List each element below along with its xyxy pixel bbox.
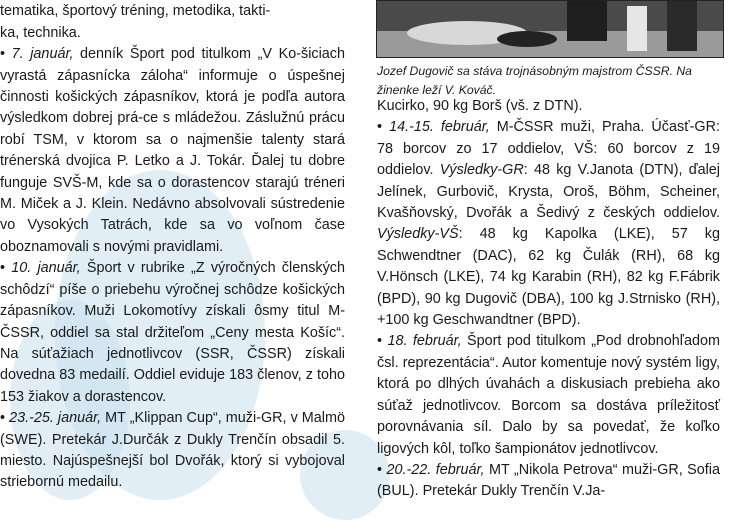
results-gr-text: : 48 kg V.Janota (DTN), ďalej Jelínek, Gurbovič, Krysta, Oroš, Böhm, Scheiner, Kvašňovský, Dvořák a Šedivý z českých oddielov. bbox=[377, 162, 720, 222]
entry-7-january: • 7. január, denník Šport pod titulkom „V Ko-šiciach vyrastá zápasnícka záloha“ informuje o úspešnej činnosti košických zápasníkov, ktorá je podľa autora výsledkom dobrej prá-ce s mládežou. Záslužnú prácu robí TSM, v ktorom sa o najmenšie talenty stará trénerská dvojica P. Letko a J. Tokár. Ďalej tu dobre funguje SVŠ-M, kde sa o dorastencov starajú tréneri M. Miček a J. Klein. Nedávno absolvovali sústredenie vo Vysokých Tatrách, kde sa vo voľnom čase oboznamovali s novými pravidlami. bbox=[0, 46, 345, 255]
entry-date: 18. február, bbox=[387, 333, 462, 350]
intro-line-2: tematika, športový tréning, metodika, takti- bbox=[0, 3, 271, 20]
entry-date: 7. január, bbox=[11, 46, 74, 63]
entry-date: 10. január, bbox=[11, 260, 81, 277]
entry-18-february: • 18. február, Šport pod titulkom „Pod drobnohľadom čsl. reprezentácia“. Autor komentuje nový systém ligy, ktorá po dlhých úvahách a diskusiach prebieha ako súťaž jednotlivcov. Borcom sa dostáva príležitosť porovnávania síl. Dalo by sa povedať, že koľko ligových kôl, toľko šampionátov jednotlivcov. bbox=[377, 333, 720, 457]
entry-20-22-february: • 20.-22. február, MT „Nikola Petrova“ muži-GR, Sofia (BUL). Pretekár Dukly Trenčín V.Ja- bbox=[377, 461, 720, 500]
entry-text: MT „Klippan Cup“, muži-GR, v Malmö (SWE). Pretekár J.Durčák z Dukly Trenčín obsadil 5. miesto. Najúspešnejší bol Dvořák, ktorý si vybojoval striebornú medailu. bbox=[0, 410, 345, 491]
continued-text: Kucirko, 90 kg Borš (vš. z DTN). bbox=[377, 98, 583, 114]
photo-caption: Jozef Dugovič sa stáva trojnásobným majstrom ČSSR. Na žinenke leží V. Kováč. bbox=[377, 64, 692, 97]
entry-text: denník Šport pod titulkom „V Ko-šiciach vyrastá zápasnícka záloha“ informuje o úspešnej činnosti košických zápasníkov, ktorá je podľa autora výsledkom dobrej prá-ce s mládežou. Záslužnú prácu robí TSM, v ktorom sa o najmenšie talenty stará trénerská dvojica P. Letko a J. Tokár. Ďalej tu dobre funguje SVŠ-M, kde sa o dorastencov starajú tréneri M. Miček a J. Klein. Nedávno absolvovali sústredenie vo Vysokých Tatrách, kde sa vo voľnom čase oboznamovali s novými pravidlami. bbox=[0, 46, 345, 255]
entry-10-january: • 10. január, Šport v rubrike „Z výročných členských schôdzí“ píše o priebehu výročnej schôdze košických zápasníkov. Muži Lokomotívy získali ôsmy titul M-ČSSR, oddiel sa stal držiteľom „Ceny mesta Košíc“. Na súťažiach jednotlivcov (SSR, ČSSR) získali dovedna 83 medailí. Oddiel eviduje 183 členov, z toho 153 žiakov a dorastencov. bbox=[0, 260, 345, 405]
entry-14-15-february: • 14.-15. február, M-ČSSR muži, Praha. Účasť-GR: 78 borcov zo 17 oddielov, VŠ: 60 borcov z 19 oddielov. Výsledky-GR: 48 kg V.Janota (DTN), ďalej Jelínek, Gurbovič, Krysta, Oroš, Böhm, Scheiner, Kvašňovský, Dvořák a Šedivý z českých oddielov. Výsledky-VŠ: 48 kg Kapolka (LKE), 57 kg Schwendtner (DAC), 62 kg Čulák (RH), 68 kg V.Hönsch (LKE), 74 kg Karabin (RH), 82 kg F.Fábrik (BPD), 90 kg Dugovič (DBA), 100 kg J.Strnisko (RH), +100 kg Geschwandtner (BPD). bbox=[377, 119, 720, 329]
entry-date: 23.-25. január, bbox=[9, 410, 102, 427]
right-column bbox=[377, 96, 720, 503]
results-vs-label: Výsledky-VŠ bbox=[377, 226, 459, 243]
intro-line-3: ka, technika. bbox=[0, 24, 81, 41]
results-vs-text: : 48 kg Kapolka (LKE), 57 kg Schwendtner (DAC), 62 kg Čulák (RH), 68 kg V.Hönsch (LKE), 74 kg Karabin (RH), 82 kg F.Fábrik (BPD), 90 kg Dugovič (DBA), 100 kg J.Strnisko (RH), +100 kg Geschwandtner (BPD). bbox=[377, 226, 720, 329]
results-gr-label: Výsledky-GR bbox=[439, 162, 524, 179]
entry-text: M-ČSSR muži, Praha. Účasť-GR: 78 borcov zo 17 oddielov, VŠ: 60 borcov z 19 oddielov. bbox=[377, 119, 720, 179]
entry-date: 14.-15. február, bbox=[389, 119, 490, 136]
entry-23-25-january: • 23.-25. január, MT „Klippan Cup“, muži-GR, v Malmö (SWE). Pretekár J.Durčák z Dukly Trenčín obsadil 5. miesto. Najúspešnejší bol Dvořák, ktorý si vybojoval striebornú medailu. bbox=[0, 410, 345, 491]
entry-text: Šport v rubrike „Z výročných členských schôdzí“ píše o priebehu výročnej schôdze košických zápasníkov. Muži Lokomotívy získali ôsmy titul M-ČSSR, oddiel sa stal držiteľom „Ceny mesta Košíc“. Na súťažiach jednotlivcov (SSR, ČSSR) získali dovedna 83 medailí. Oddiel eviduje 183 členov, z toho 153 žiakov a dorastencov. bbox=[0, 260, 345, 405]
entry-date: 20.-22. február, bbox=[386, 461, 485, 478]
wrestling-photo bbox=[376, 0, 724, 58]
entry-text: MT „Nikola Petrova“ muži-GR, Sofia (BUL). Pretekár Dukly Trenčín V.Ja- bbox=[377, 461, 720, 500]
entry-text: Šport pod titulkom „Pod drobnohľadom čsl. reprezentácia“. Autor komentuje nový systém ligy, ktorá po dlhých úvahách a diskusiach prebieha ako súťaž jednotlivcov. Borcom sa dostáva príležitosť porovnávania síl. Dalo by sa povedať, že koľko ligových kôl, toľko šampionátov jednotlivcov. bbox=[377, 333, 720, 457]
left-column bbox=[0, 0, 345, 494]
